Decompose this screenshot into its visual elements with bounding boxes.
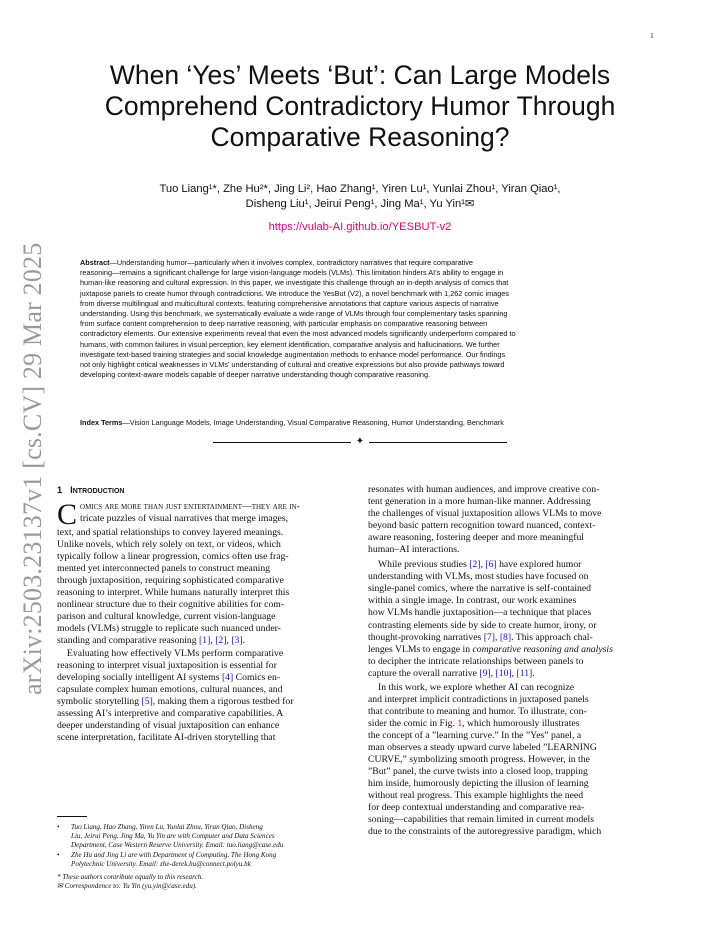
index-terms-label: Index Terms (80, 418, 123, 427)
text-line: While previous studies [2], [6] have explored humor (378, 559, 582, 571)
title-line: Comparative Reasoning? (210, 122, 510, 152)
text-line: for deep contextual understanding and comparative rea- (368, 802, 585, 814)
text-line: deeper understanding of visual juxtaposition can enhance (57, 719, 280, 731)
text-line: parison and cultural knowledge, current vision-language (57, 611, 276, 623)
text-line: reasoning to interpret visual juxtaposition is essential for (57, 659, 277, 671)
text-line: capture the overall narrative [9], [10], [11]. (368, 667, 535, 679)
title-line: When ‘Yes’ Meets ‘But’: Can Large Models (109, 60, 611, 90)
text-fragment: , making them a rigorous testbed for (152, 695, 294, 707)
text-line: through juxtaposition, requiring sophisticated comparative (57, 575, 284, 587)
text-line: without real progress. This example highlights the need (368, 790, 584, 802)
bullet-icon: • (57, 823, 60, 831)
figure-reference-link[interactable]: 1 (457, 717, 463, 729)
citation-link[interactable]: [4] (221, 671, 234, 683)
text-fragment: have explored humor (499, 559, 582, 571)
separator-diamond-icon: ✦ (355, 436, 365, 447)
text-line: within a single image. In contrast, our work examines (368, 595, 577, 607)
text-line: beyond basic pattern recognition toward nuanced, context- (368, 520, 596, 532)
intro-paragraph-2 (57, 648, 353, 744)
section-heading (57, 484, 353, 496)
text-fragment: Zhe Hu and Jing Li are with Department of Computing, The Hong Kong (71, 850, 277, 859)
text-line: Evaluating how effectively VLMs perform comparative (67, 647, 284, 659)
text-line: understanding with VLMs, most studies have focused on (368, 571, 589, 583)
text-fragment: , which humorously illustrates (462, 717, 580, 729)
text-line: text, and spatial relationships to convey layered meanings. (57, 527, 284, 539)
citation-link[interactable]: [1] (199, 635, 211, 647)
text-line: single-panel comics, where the narrative is self-contained (368, 583, 591, 595)
text-line: how VLMs handle juxtaposition—a technique that places (368, 607, 592, 619)
footnote-correspondence: ✉ Correspondence to: Yu Yin (yu.yin@case.edu). (57, 882, 197, 891)
abstract-text: —Understanding humor—particularly when it involves complex, contradictory narratives that require comparative (109, 258, 473, 267)
abstract-text: human-like reasoning and cultural expression. In this paper, we investigate this challenge through an in-depth analysis of comics that (80, 278, 509, 288)
abstract-label: Abstract (80, 258, 110, 267)
abstract-text: developing context-aware models capable of deeper narrative understanding though comparative reasoning. (80, 370, 431, 380)
text-fragment: thought-provoking narratives (368, 631, 482, 643)
text-line: scene interpretation, facilitate AI-driven storytelling that (57, 731, 276, 743)
footnote-affiliation-1 (57, 823, 357, 832)
index-terms (80, 418, 650, 428)
text-fragment: capture the overall narrative (368, 667, 477, 679)
abstract (80, 258, 640, 380)
separator-rule-right (369, 442, 507, 443)
intro-paragraph-4 (368, 559, 664, 679)
section-number: 1 (57, 485, 63, 495)
text-line: the challenges of visual juxtaposition allows VLMs to move (368, 508, 602, 520)
abstract-text: investigate text-based training strategies and social knowledge augmentation methods to enhance model performance. Our findings (80, 349, 506, 359)
text-line: due to the constraints of the autoregressive paradigm, which (368, 826, 602, 838)
abstract-text: contradictory elements. Our extensive experiments reveal that even the most advanced models significantly underperform compared to (80, 329, 516, 339)
text-line: that contribute to meaning and humor. To illustrate, con- (368, 705, 587, 717)
footnote-equal-contribution: * These authors contribute equally to this research. (57, 873, 204, 882)
abstract-text: from surface content comprehension to deep narrative reasoning, with particular emphasis on comparative reasoning between (80, 319, 488, 329)
citation-link[interactable]: [7] (483, 631, 495, 643)
text-line: contrasting elements side by side to create humor, irony, or (368, 619, 597, 631)
text-line (368, 718, 664, 730)
citation-link[interactable]: [2] (469, 559, 481, 571)
text-line (57, 672, 353, 684)
text-line: aware reasoning, fostering deeper and more meaningful (368, 532, 584, 544)
text-line: soning—capabilities that remain limited in current models (368, 814, 594, 826)
author-line: Tuo Liang¹*, Zhe Hu²*, Jing Li², Hao Zhang¹, Yiren Lu¹, Yunlai Zhou¹, Yiran Qiao¹, (159, 183, 561, 195)
arxiv-identifier-stamp: arXiv:2503.23137v1 [cs.CV] 29 Mar 2025 (18, 242, 47, 695)
text-line: omics are more than just entertainment—they are in- (80, 501, 300, 513)
text-line: and interpret implicit contradictions in juxtaposed panels (368, 693, 589, 705)
footnote-rule (57, 816, 87, 817)
text-line: to decipher the intricate relationships between panels to (368, 655, 584, 667)
text-line: typically follow a linear progression, comics often use frag- (57, 551, 289, 563)
text-line: resonates with human audiences, and improve creative con- (368, 484, 600, 495)
project-url-link[interactable]: https://vulab-AI.github.io/YESBUT-v2 (268, 221, 452, 233)
text-line: In this work, we explore whether AI can recognize (378, 681, 575, 693)
footnote-affiliation-2 (57, 851, 357, 860)
bullet-icon: • (57, 850, 60, 859)
text-fragment: sider the comic in Fig. (368, 717, 455, 729)
text-line: human–AI interactions. (368, 544, 460, 556)
abstract-text: understanding. Using this benchmark, we systematically evaluate a wide range of VLMs through four complementary tasks spanning (80, 309, 508, 319)
text-fragment: lenges VLMs to engage in (368, 643, 471, 655)
emphasized-text: comparative reasoning and analysis (472, 643, 613, 655)
text-line: Polytechnic University. Email: zhe-derek.hu@connect.polyu.hk (71, 859, 251, 868)
abstract-text: reasoning—remains a significant challenge for large vision-language models (VLMs). This limitation hinders AI’s ability to engage in (80, 268, 504, 278)
citation-link[interactable]: [8] (499, 631, 512, 643)
text-line: mented yet interconnected panels to construct meaning (57, 563, 271, 575)
text-line: nonlinear structure due to their cognitive abilities for com- (57, 599, 285, 611)
intro-paragraph-3 (368, 484, 664, 556)
footnotes (57, 823, 357, 891)
text-fragment: developing socially intelligent AI systems (57, 671, 220, 683)
separator-rule-left (213, 442, 351, 443)
title-line: Comprehend Contradictory Humor Through (104, 91, 616, 121)
text-line: tricate puzzles of visual narratives that merge images, (80, 513, 289, 525)
section-title: Introduction (70, 485, 125, 495)
text-line: Liu, Jeirui Peng, Jing Ma, Yu Yin are with Computer and Data Sciences (71, 832, 275, 841)
text-line: capsulate complex human emotions, cultural nuances, and (57, 683, 283, 695)
abstract-text: humans, with common failures in visual perception, key element identification, comparative analysis and hallucinations. We further (80, 339, 500, 349)
citation-link[interactable]: [3] (231, 635, 243, 647)
text-fragment: While previous studies (378, 559, 467, 571)
text-fragment: Tuo Liang, Hao Zhang, Yiren Lu, Yunlai Zhou, Yiran Qiao, Disheng (71, 823, 263, 831)
citation-link[interactable]: [5] (141, 695, 153, 707)
text-line: standing and comparative reasoning [1], [2], [3]. (57, 635, 246, 647)
citation-link[interactable]: [9] (479, 667, 491, 679)
text-line: man observes a steady upward curve labeled ”LEARNING (368, 741, 597, 753)
index-terms-text: —Vision Language Models, Image Understanding, Visual Comparative Reasoning, Humor Understanding, Benchmark (122, 418, 504, 427)
text-fragment: Comics en- (235, 671, 281, 683)
section-separator (213, 436, 507, 448)
citation-link[interactable]: [11] (516, 667, 533, 679)
paper-title (70, 60, 650, 153)
text-line: Unlike novels, which rely solely on text, or videos, which (57, 539, 281, 551)
text-line: Department, Case Western Reserve University. Email: tuo.liang@case.edu (71, 841, 284, 850)
author-list (90, 182, 630, 212)
abstract-text: juxtapose panels to create humor through contradictions. We introduce the YesBut (V2), a novel benchmark with 1,262 comic images (80, 288, 509, 298)
author-line: Disheng Liu¹, Jeirui Peng¹, Jing Ma¹, Yu Yin¹✉ (245, 198, 475, 210)
intro-paragraph-1 (57, 498, 353, 647)
text-line: ”But” panel, the curve twists into a closed loop, trapping (368, 766, 588, 778)
abstract-text: not only highlight critical weaknesses in VLMs’ understanding of cultural and creative expressions but also provide pathways toward (80, 360, 505, 370)
citation-link[interactable]: [6] (485, 559, 497, 571)
left-column (57, 484, 353, 744)
right-column (368, 484, 664, 838)
text-line: tent generation in a more human-like manner. Addressing (368, 496, 591, 508)
text-line: thought-provoking narratives [7], [8]. This approach chal- (368, 631, 593, 643)
text-fragment: symbolic storytelling (57, 695, 140, 707)
text-line: models (VLMs) struggle to replicate such nuanced under- (57, 623, 281, 635)
text-line: the concept of a ”learning curve.” In the ”Yes” panel, a (368, 729, 582, 741)
citation-link[interactable]: [10] (495, 667, 512, 679)
drop-cap-letter: C (57, 498, 78, 532)
text-line (57, 696, 353, 708)
citation-link[interactable]: [2] (215, 635, 227, 647)
intro-paragraph-5 (368, 682, 664, 839)
abstract-text: from diverse multilingual and multicultural contexts, featuring comprehensive annotations that capture various aspects of narrative (80, 298, 499, 308)
text-line: him inside, humorously depicting the illusion of learning (368, 778, 589, 790)
text-fragment: . This approach chal- (511, 631, 593, 643)
text-line (368, 644, 664, 656)
text-line: reasoning to interpret. While humans naturally interpret this (57, 587, 290, 599)
text-fragment: standing and comparative reasoning (57, 635, 197, 647)
text-line: assessing AI’s interpretive and comparative capabilities. A (57, 707, 284, 719)
page-number: 1 (650, 31, 654, 40)
text-line: CURVE,” symbolizing smooth progress. However, in the (368, 754, 590, 766)
